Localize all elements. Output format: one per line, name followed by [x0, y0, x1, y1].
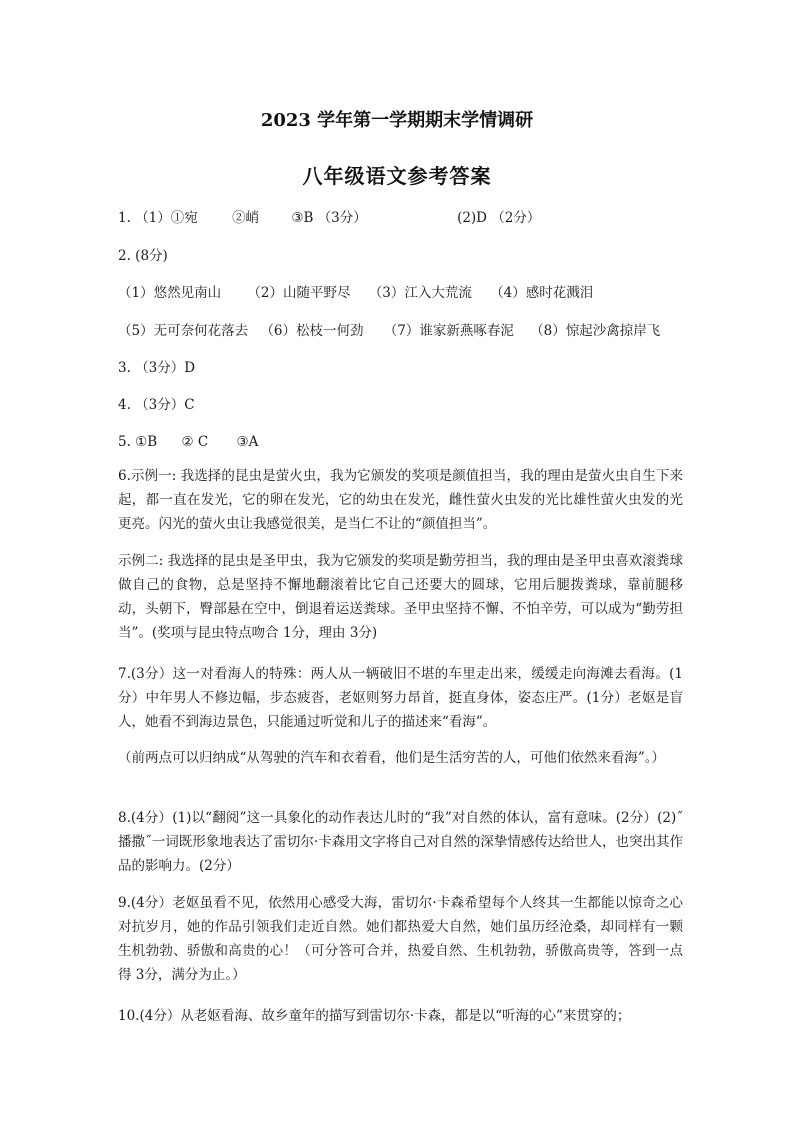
q2-item: （3）江入大荒流 [368, 285, 472, 301]
answer-q7-note: （前两点可以归纳成“从驾驶的汽车和衣着看，他们是生活穷苦的人，可他们依然来看海”。） [118, 750, 666, 766]
q1-part-d: (2)D （2分） [457, 210, 541, 226]
answer-q5 [118, 433, 258, 451]
answer-q9: 9.(4分）老妪虽看不见，依然用心感受大海，雷切尔·卡森希望每个人终其一生都能以惊奇之心对抗岁月，她的作品引领我们走近自然。她们都热爱大自然，她们虽历经沧桑，却同样有一颗生机勃勃、骄傲和高贵的心！（可分答可合并，热爱自然、生机勃勃，骄傲高贵等，答到一点得 3分，满分为止。） [118, 895, 683, 983]
q2-item: （8）惊起沙禽掠岸飞 [530, 323, 661, 339]
answer-q1 [118, 209, 540, 227]
answer-q2-row-2 [118, 322, 660, 340]
q1-part-c: ③B （3分） [291, 210, 367, 226]
q1-part-b: ②峭 [232, 210, 260, 226]
q2-item: （6）松枝一何劲 [260, 323, 364, 339]
answer-q4: 4. （3分）C [118, 397, 195, 413]
answer-q2-header: 2. (8分) [118, 248, 168, 264]
answer-q6-example-2: 示例二: 我选择的昆虫是圣甲虫，我为它颁发的奖项是勤劳担当，我的理由是圣甲虫喜欢滚粪球做自己的食物，总是坚持不懈地翻滚着比它自己还要大的圆球，它用后腿拨粪球，靠前腿移动，头朝下，臀部悬在空中，倒退着运送粪球。圣甲虫坚持不懈、不怕辛劳，可以成为“勤劳担当”。(奖项与昆虫特点吻合 1分，理由 3分) [118, 553, 683, 641]
q5-part-a: 5. ①B [118, 434, 158, 450]
answer-q8: 8.(4分）(1)以“翻阅”这一具象化的动作表达儿时的“我”对自然的体认，富有意味。(2分）(2)˝播撒˝一词既形象地表达了雷切尔·卡森用文字将自己对自然的深挚情感传达给世人，也突出其作品的影响力。(2分） [118, 810, 683, 874]
q2-item: （1）悠然见南山 [118, 285, 222, 301]
q5-part-b: ② C [181, 434, 209, 450]
answer-q10: 10.(4分）从老妪看海、故乡童年的描写到雷切尔·卡森，都是以“听海的心”来贯穿的； [118, 1008, 631, 1024]
document-title: 2023 学年第一学期期末学情调研 [260, 110, 534, 131]
q5-part-c: ③A [236, 434, 259, 450]
document-subtitle: 八年级语文参考答案 [302, 164, 492, 188]
q2-item: （2）山随平野尽 [247, 285, 351, 301]
q2-item: （4）感时花溅泪 [490, 285, 594, 301]
answer-q6-example-1: 6.示例一: 我选择的昆虫是萤火虫，我为它颁发的奖项是颜值担当，我的理由是萤火虫自生下来起，都一直在发光，它的卵在发光，它的幼虫在发光，雌性萤火虫发的光比雄性萤火虫发的光更亮。闪光的萤火虫让我感觉很美，是当仁不让的“颜值担当”。 [118, 468, 683, 532]
q2-item: （7）谁家新燕啄春泥 [383, 323, 514, 339]
answer-q7: 7.(3分）这一对看海人的特殊：两人从一辆破旧不堪的车里走出来，缓缓走向海滩去看海。(1分）中年男人不修边幅，步态疲沓，老妪则努力昂首，挺直身体，姿态庄严。(1分）老妪是盲人，她看不到海边景色，只能通过听觉和儿子的描述来“看海”。 [118, 666, 683, 730]
answer-q2-row-1 [118, 284, 593, 302]
q1-part-a: 1. （1）①宛 [118, 210, 198, 226]
q2-item: （5）无可奈何花落去 [118, 323, 249, 339]
answer-q3: 3. （3分）D [118, 360, 196, 376]
